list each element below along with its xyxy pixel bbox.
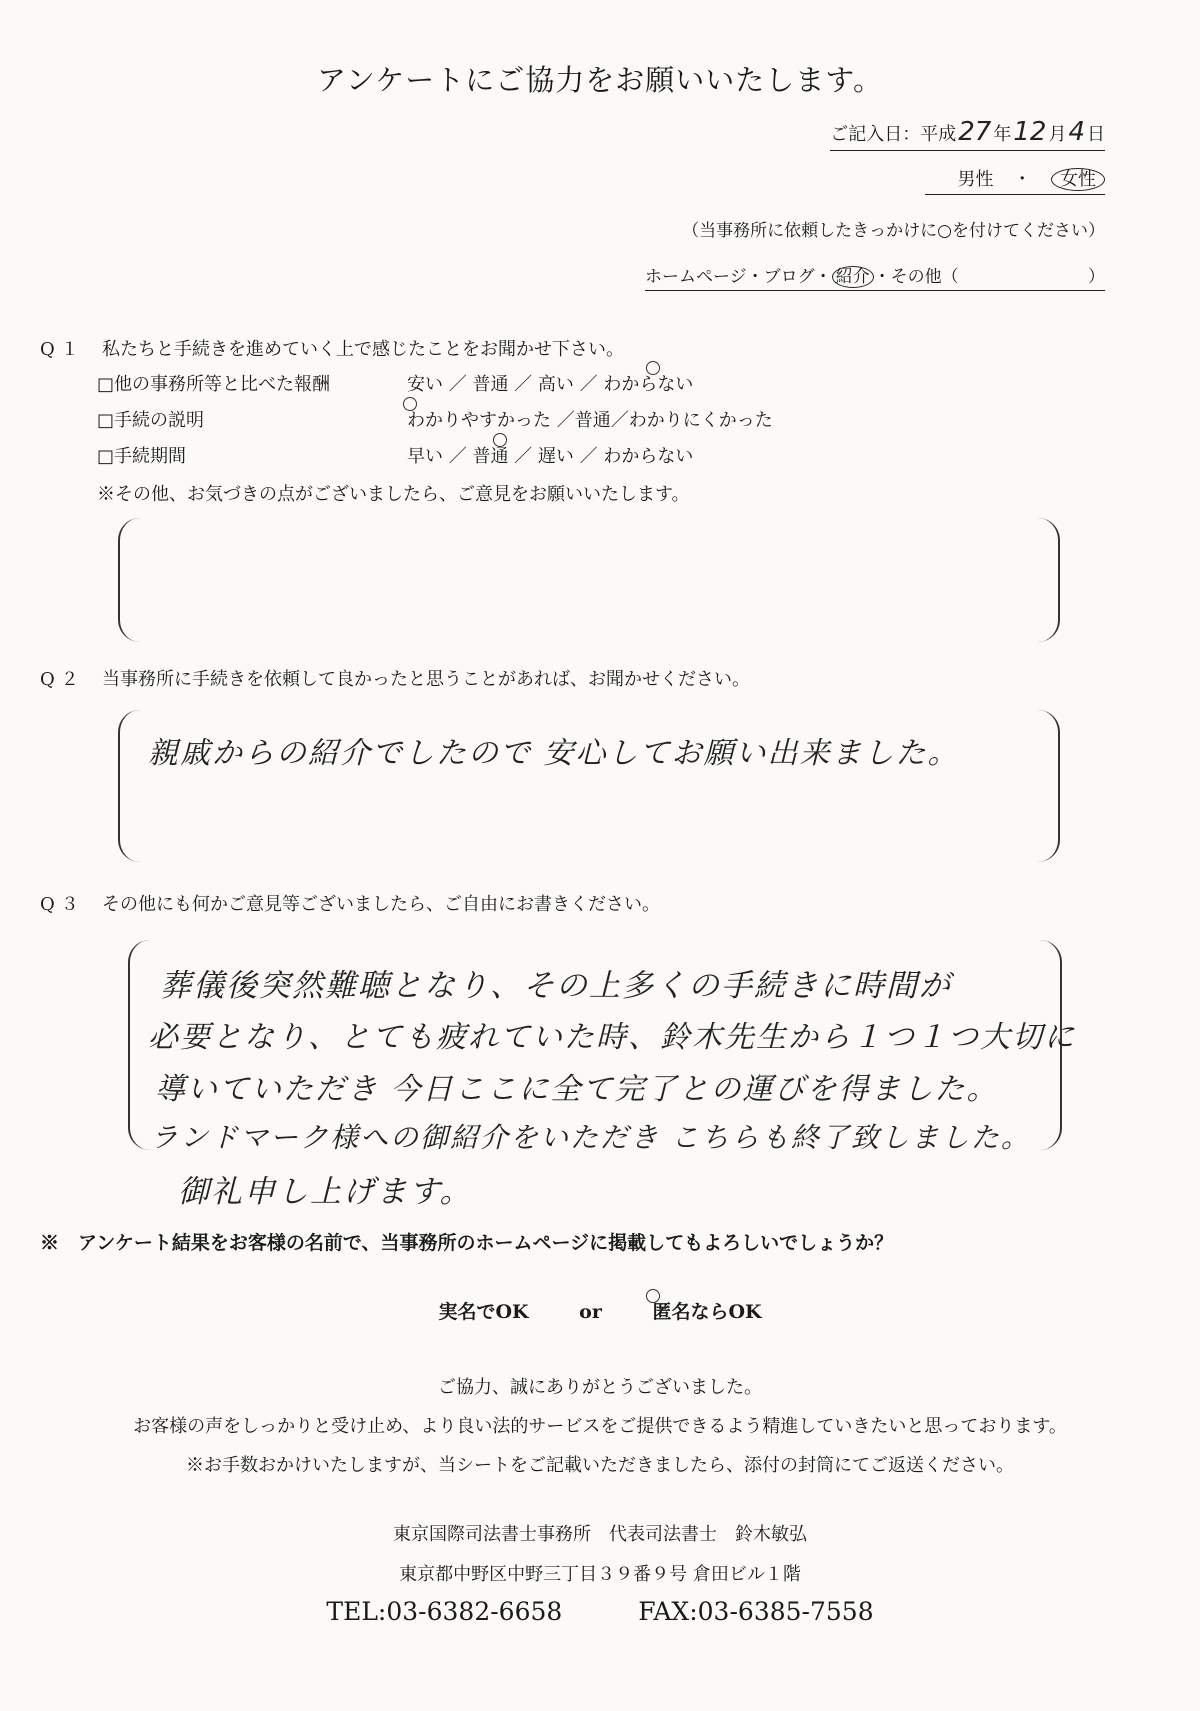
q3-heading: Q３ その他にも何かご意見等ございましたら、ご自由にお書きください。 [40, 894, 660, 915]
q2-question: 当事務所に手続きを依頼して良かったと思うことがあれば、お聞かせください。 [102, 669, 750, 690]
tel-number: TEL:03-6382-6658 [326, 1597, 563, 1626]
real-name-option[interactable]: 実名でOK [438, 1301, 529, 1323]
service-message: お客様の声をしっかりと受け止め、より良い法的サービスをご提供できるよう精進していきたいと思っております。 [133, 1416, 1067, 1437]
q1-item-period: □手続期間 早い ／ 普通 ／ 遅い ／ わからない [97, 446, 694, 467]
year-value[interactable]: 27 [958, 117, 992, 147]
q1-item-explanation: □手続の説明 わかりやすかった ／普通／わかりにくかった [97, 410, 773, 431]
q1-heading: Q１ 私たちと手続きを進めていく上で感じたことをお聞かせ下さい。 [40, 339, 624, 360]
q3-question: その他にも何かご意見等ございましたら、ご自由にお書きください。 [102, 894, 660, 915]
survey-title: アンケートにご協力をお願いいたします。 [317, 63, 883, 97]
other-option[interactable]: ・その他（ [873, 267, 959, 287]
referral-option-circled[interactable]: 紹介 [832, 266, 874, 288]
date-label: ご記入日：平成 [830, 124, 957, 145]
q3-handwritten-line: 御礼申し上げます。 [178, 1174, 473, 1210]
q1-other-prompt: ※その他、お気づきの点がございましたら、ご意見をお願いいたします。 [97, 484, 690, 505]
q3-handwritten-line: 葬儀後突然難聴となり、その上多くの手続きに時間が [160, 968, 952, 1004]
day-value[interactable]: 4 [1068, 117, 1085, 147]
q2-heading: Q２ 当事務所に手続きを依頼して良かったと思うことがあれば、お聞かせください。 [40, 669, 750, 690]
homepage-option[interactable]: ホームページ・ブログ・ [645, 267, 832, 287]
trigger-options: ホームページ・ブログ・ 紹介 ・その他（ ） [645, 262, 1105, 291]
q1-item-fee: □他の事務所等と比べた報酬 安い ／ 普通 ／ 高い ／ わからない [97, 374, 694, 395]
return-note: ※お手数おかけいたしますが、当シートをご記載いただきましたら、添付の封筒にてご返送ください。 [186, 1455, 1014, 1476]
anonymous-option[interactable]: 匿名ならOK [652, 1301, 762, 1323]
fax-number: FAX:03-6385-7558 [638, 1597, 874, 1626]
entry-date: ご記入日：平成27 年12 月4 日 [830, 117, 1105, 151]
trigger-note: （当事務所に依頼したきっかけに○を付けてください） [682, 221, 1105, 241]
sex-selection: 男性 ・ 女性 [925, 165, 1105, 195]
q2-handwritten-answer: 親戚からの紹介でしたので 安心してお願い出来ました。 [148, 736, 960, 771]
month-value[interactable]: 12 [1013, 117, 1047, 147]
male-option[interactable]: 男性 [957, 169, 994, 190]
answer-mark-circle [646, 372, 656, 391]
answer-mark-circle [403, 408, 413, 427]
q1-comment-box[interactable] [118, 518, 1060, 642]
q1-question: 私たちと手続きを進めていく上で感じたことをお聞かせ下さい。 [102, 339, 624, 360]
office-address: 東京都中野区中野三丁目３９番９号 倉田ビル１階 [399, 1564, 801, 1585]
office-name: 東京国際司法書士事務所 代表司法書士 鈴木敏弘 [393, 1524, 807, 1545]
q3-handwritten-line: 必要となり、とても疲れていた時、鈴木先生から１つ１つ大切に [148, 1020, 1076, 1055]
answer-mark-circle [493, 444, 503, 463]
q3-handwritten-line: ランドマーク様への御紹介をいただき こちらも終了致しました。 [150, 1121, 1031, 1154]
contact-numbers [0, 1597, 1200, 1626]
publish-question: ※ アンケート結果をお客様の名前で、当事務所のホームページに掲載してもよろしいでしょうか？ [40, 1232, 894, 1254]
female-option-circled[interactable]: 女性 [1051, 168, 1105, 191]
q3-handwritten-line: 導いていただき 今日ここに全て完了との運びを得ました。 [155, 1072, 999, 1107]
publish-options: 実名でOK or 匿名ならOK [0, 1297, 1200, 1324]
thanks-message: ご協力、誠にありがとうございました。 [438, 1377, 762, 1398]
